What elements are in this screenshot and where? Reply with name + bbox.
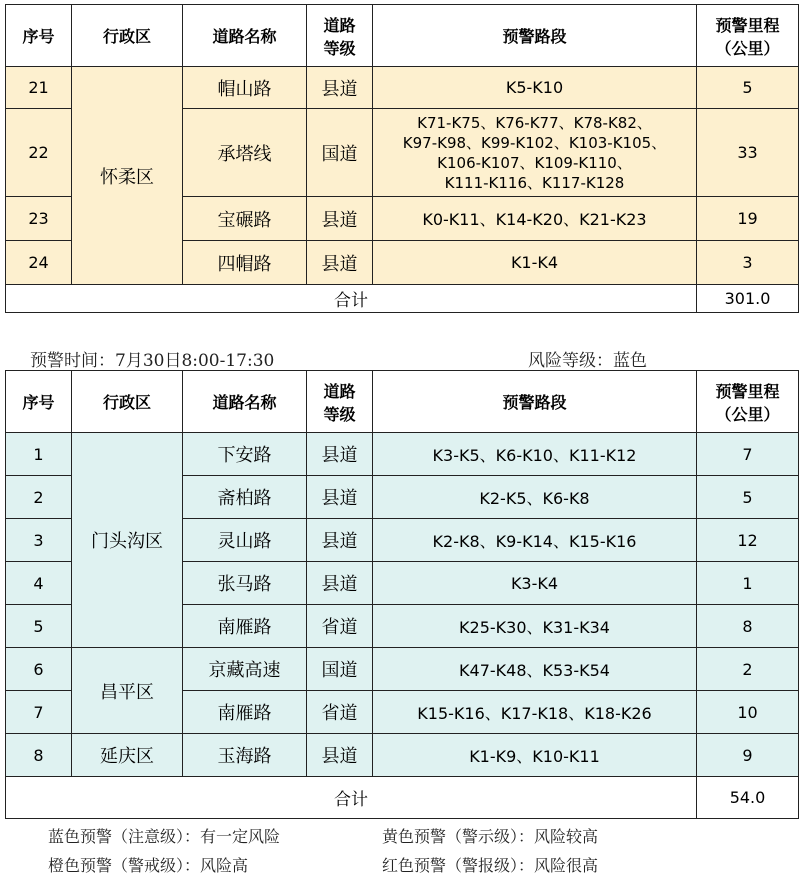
mileage-cell: 8 [697, 605, 799, 648]
road-grade-cell: 县道 [307, 519, 373, 562]
section-cell: K25-K30、K31-K34 [373, 605, 697, 648]
road-name-cell: 南雁路 [183, 691, 307, 734]
legend-blue: 蓝色预警（注意级）：有一定风险 [48, 827, 281, 846]
road-grade-cell: 国道 [307, 648, 373, 691]
mileage-cell: 5 [697, 67, 799, 109]
section-cell: K5-K10 [373, 67, 697, 109]
road-name-cell: 京藏高速 [183, 648, 307, 691]
warning-table-1 [5, 4, 799, 313]
mileage-cell: 12 [697, 519, 799, 562]
warning-time: 预警时间：7月30日8:00-17:30 [30, 351, 275, 371]
road-grade-cell: 县道 [307, 734, 373, 777]
total-row [6, 777, 799, 819]
mileage-cell: 9 [697, 734, 799, 777]
road-grade-cell: 县道 [307, 476, 373, 519]
seq-cell: 6 [6, 648, 72, 691]
seq-cell: 22 [6, 109, 72, 197]
district-cell: 昌平区 [72, 648, 183, 734]
header-mileage: 预警里程 （公里） [697, 371, 799, 433]
warning-table-2 [5, 370, 799, 819]
district-cell: 怀柔区 [72, 67, 183, 285]
total-value: 54.0 [697, 777, 799, 819]
mileage-cell: 33 [697, 109, 799, 197]
legend-orange: 橙色预警（警戒级）：风险高 [48, 856, 249, 875]
mileage-cell: 5 [697, 476, 799, 519]
section-cell: K1-K9、K10-K11 [373, 734, 697, 777]
section-cell: K0-K11、K14-K20、K21-K23 [373, 197, 697, 241]
mileage-cell: 3 [697, 241, 799, 285]
mileage-cell: 19 [697, 197, 799, 241]
seq-cell: 8 [6, 734, 72, 777]
section-cell: K2-K8、K9-K14、K15-K16 [373, 519, 697, 562]
header-road-name: 道路名称 [183, 371, 307, 433]
seq-cell: 2 [6, 476, 72, 519]
seq-cell: 5 [6, 605, 72, 648]
road-grade-cell: 县道 [307, 562, 373, 605]
table-row [6, 433, 799, 476]
table-row [6, 648, 799, 691]
road-grade-cell: 县道 [307, 67, 373, 109]
header-seq: 序号 [6, 371, 72, 433]
road-grade-cell: 县道 [307, 433, 373, 476]
risk-level: 风险等级：蓝色 [528, 351, 647, 371]
district-cell: 延庆区 [72, 734, 183, 777]
road-name-cell: 南雁路 [183, 605, 307, 648]
seq-cell: 3 [6, 519, 72, 562]
mileage-cell: 1 [697, 562, 799, 605]
road-grade-cell: 省道 [307, 605, 373, 648]
seq-cell: 4 [6, 562, 72, 605]
total-value: 301.0 [697, 285, 799, 313]
header-section: 预警路段 [373, 5, 697, 67]
header-district: 行政区 [72, 371, 183, 433]
total-label: 合计 [6, 285, 697, 313]
road-name-cell: 帽山路 [183, 67, 307, 109]
road-grade-cell: 县道 [307, 241, 373, 285]
table-header [6, 371, 799, 433]
road-name-cell: 张马路 [183, 562, 307, 605]
section-cell: K3-K5、K6-K10、K11-K12 [373, 433, 697, 476]
header-district: 行政区 [72, 5, 183, 67]
section-cell: K3-K4 [373, 562, 697, 605]
road-name-cell: 承塔线 [183, 109, 307, 197]
road-grade-cell: 国道 [307, 109, 373, 197]
header-road-name: 道路名称 [183, 5, 307, 67]
road-grade-cell: 县道 [307, 197, 373, 241]
section-cell: K1-K4 [373, 241, 697, 285]
section-cell: K47-K48、K53-K54 [373, 648, 697, 691]
total-label: 合计 [6, 777, 697, 819]
seq-cell: 1 [6, 433, 72, 476]
legend-yellow: 黄色预警（警示级）：风险较高 [382, 827, 599, 846]
seq-cell: 7 [6, 691, 72, 734]
road-name-cell: 斋柏路 [183, 476, 307, 519]
header-mileage: 预警里程 （公里） [697, 5, 799, 67]
table-row [6, 67, 799, 109]
legend-red: 红色预警（警报级）：风险很高 [382, 856, 599, 875]
header-road-grade: 道路 等级 [307, 371, 373, 433]
seq-cell: 24 [6, 241, 72, 285]
road-name-cell: 灵山路 [183, 519, 307, 562]
section-cell: K15-K16、K17-K18、K18-K26 [373, 691, 697, 734]
road-name-cell: 下安路 [183, 433, 307, 476]
mileage-cell: 7 [697, 433, 799, 476]
road-name-cell: 四帽路 [183, 241, 307, 285]
section-cell: K71-K75、K76-K77、K78-K82、 K97-K98、K99-K102、K103-K105、 K106-K107、K109-K110、 K111-K116、K117-K128 [373, 109, 697, 197]
road-name-cell: 玉海路 [183, 734, 307, 777]
header-road-grade: 道路 等级 [307, 5, 373, 67]
mileage-cell: 2 [697, 648, 799, 691]
seq-cell: 23 [6, 197, 72, 241]
section-cell: K2-K5、K6-K8 [373, 476, 697, 519]
header-section: 预警路段 [373, 371, 697, 433]
road-grade-cell: 省道 [307, 691, 373, 734]
district-cell: 门头沟区 [72, 433, 183, 648]
road-name-cell: 宝碾路 [183, 197, 307, 241]
table-row [6, 734, 799, 777]
seq-cell: 21 [6, 67, 72, 109]
header-seq: 序号 [6, 5, 72, 67]
total-row [6, 285, 799, 313]
mileage-cell: 10 [697, 691, 799, 734]
table-header [6, 5, 799, 67]
